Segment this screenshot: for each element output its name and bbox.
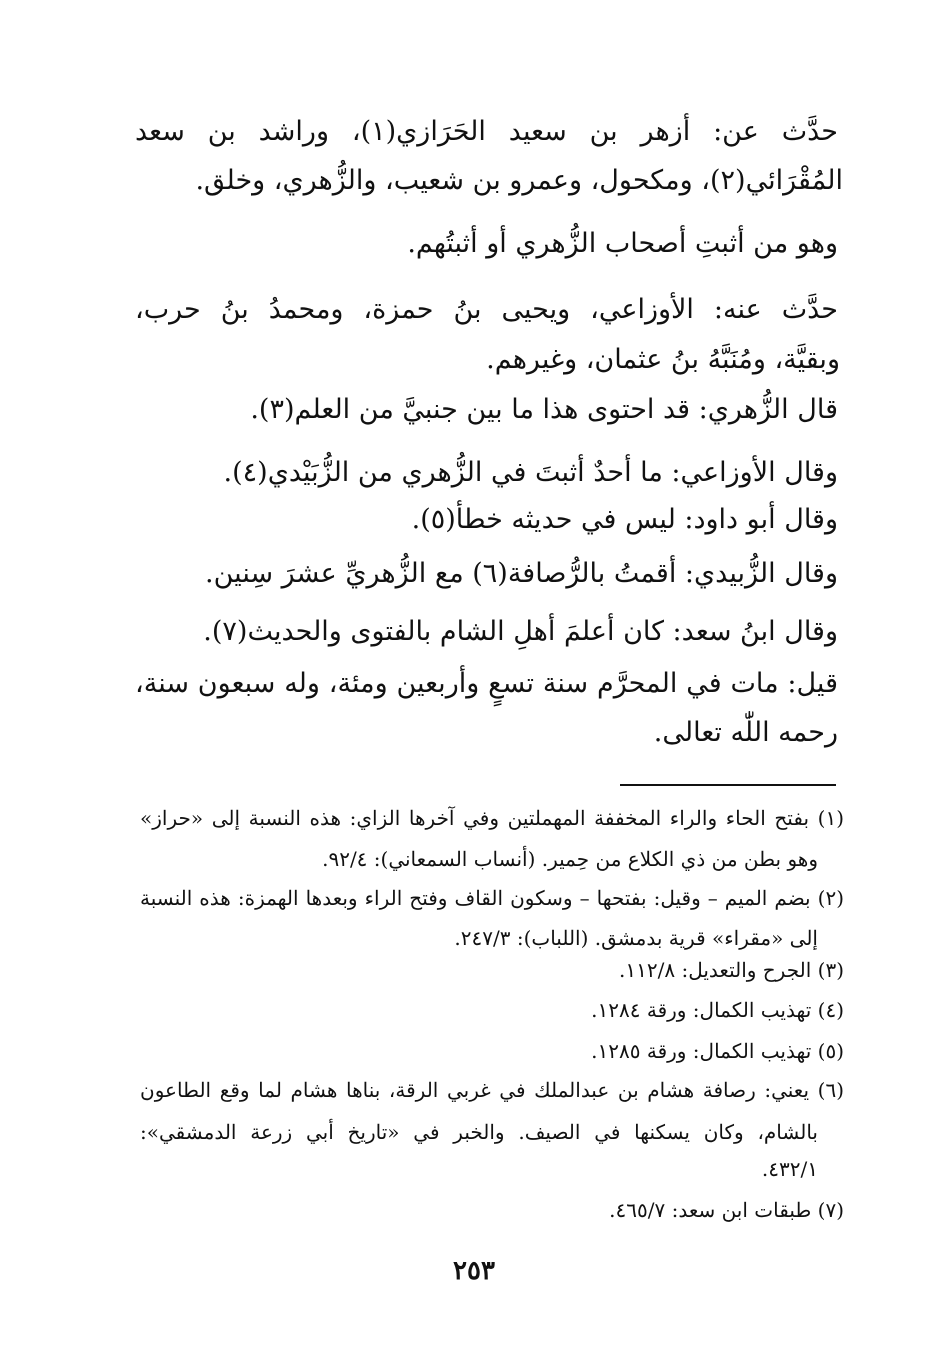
footnote-separator	[620, 784, 836, 786]
footnote-line-10: ٤٣٢/١.	[761, 1157, 818, 1181]
footnote-line-7: (٥) تهذيب الكمال: ورقة ١٢٨٥.	[591, 1039, 844, 1063]
footnote-line-6: (٤) تهذيب الكمال: ورقة ١٢٨٤.	[591, 998, 844, 1022]
footnote-line-4: إلى «مقراء» قرية بدمشق. (اللباب): ٢٤٧/٣.	[454, 926, 818, 950]
body-line-7: وقال الأوزاعي: ما أحدٌ أثبتَ في الزُّهري من الزُّبَيْدي(٤).	[223, 457, 838, 488]
footnote-line-9: بالشام، وكان يسكنها في الصيف. والخبر في «تاريخ أبي زرعة الدمشقي»:	[140, 1120, 818, 1144]
body-line-2: المُقْرَائي(٢)، ومكحول، وعمرو بن شعيب، والزُّهري، وخلق.	[195, 165, 843, 196]
page-number: ٢٥٣	[453, 1256, 495, 1286]
body-line-10: وقال ابنُ سعد: كان أعلمَ أهلِ الشام بالفتوى والحديث(٧).	[203, 616, 838, 647]
body-line-6: قال الزُّهري: قد احتوى هذا ما بين جنبيَّ من العلم(٣).	[250, 394, 838, 425]
footnote-line-11: (٧) طبقات ابن سعد: ٤٦٥/٧.	[609, 1198, 844, 1222]
body-line-3: وهو من أثبتِ أصحاب الزُّهري أو أثبتُهم.	[407, 228, 838, 259]
body-line-12: رحمه اللّٰه تعالى.	[653, 717, 838, 748]
body-line-9: وقال الزُّبيدي: أقمتُ بالرُّصافة(٦) مع الزُّهريِّ عشرَ سِنين.	[205, 558, 838, 589]
footnote-line-8: (٦) يعني: رصافة هشام بن عبدالملك في غربي الرقة، بناها هشام لما وقع الطاعون	[140, 1078, 844, 1102]
body-line-5: وبقيَّة، ومُنَبَّهُ بنُ عثمان، وغيرهم.	[486, 344, 840, 375]
body-line-8: وقال أبو داود: ليس في حديثه خطأ(٥).	[411, 504, 838, 535]
footnote-line-1: (١) بفتح الحاء والراء المخففة المهملتين وفي آخرها الزاي: هذه النسبة إلى «حراز»	[140, 806, 844, 830]
body-line-11: قيل: مات في المحرَّم سنة تسعٍ وأربعين ومئة، وله سبعون سنة،	[135, 668, 838, 699]
footnote-line-2: وهو بطن من ذي الكلاع من حِمير. (أنساب السمعاني): ٩٢/٤.	[322, 847, 818, 871]
footnote-line-3: (٢) بضم الميم – وقيل: بفتحها – وسكون القاف وفتح الراء وبعدها الهمزة: هذه النسبة	[140, 886, 844, 910]
footnote-line-5: (٣) الجرح والتعديل: ١١٢/٨.	[619, 958, 844, 982]
body-line-1: حدَّث عن: أزهر بن سعيد الحَرَازي(١)، وراشد بن سعد	[135, 116, 838, 147]
body-line-4: حدَّث عنه: الأوزاعي، ويحيى بنُ حمزة، ومحمدُ بنُ حرب،	[135, 294, 838, 325]
